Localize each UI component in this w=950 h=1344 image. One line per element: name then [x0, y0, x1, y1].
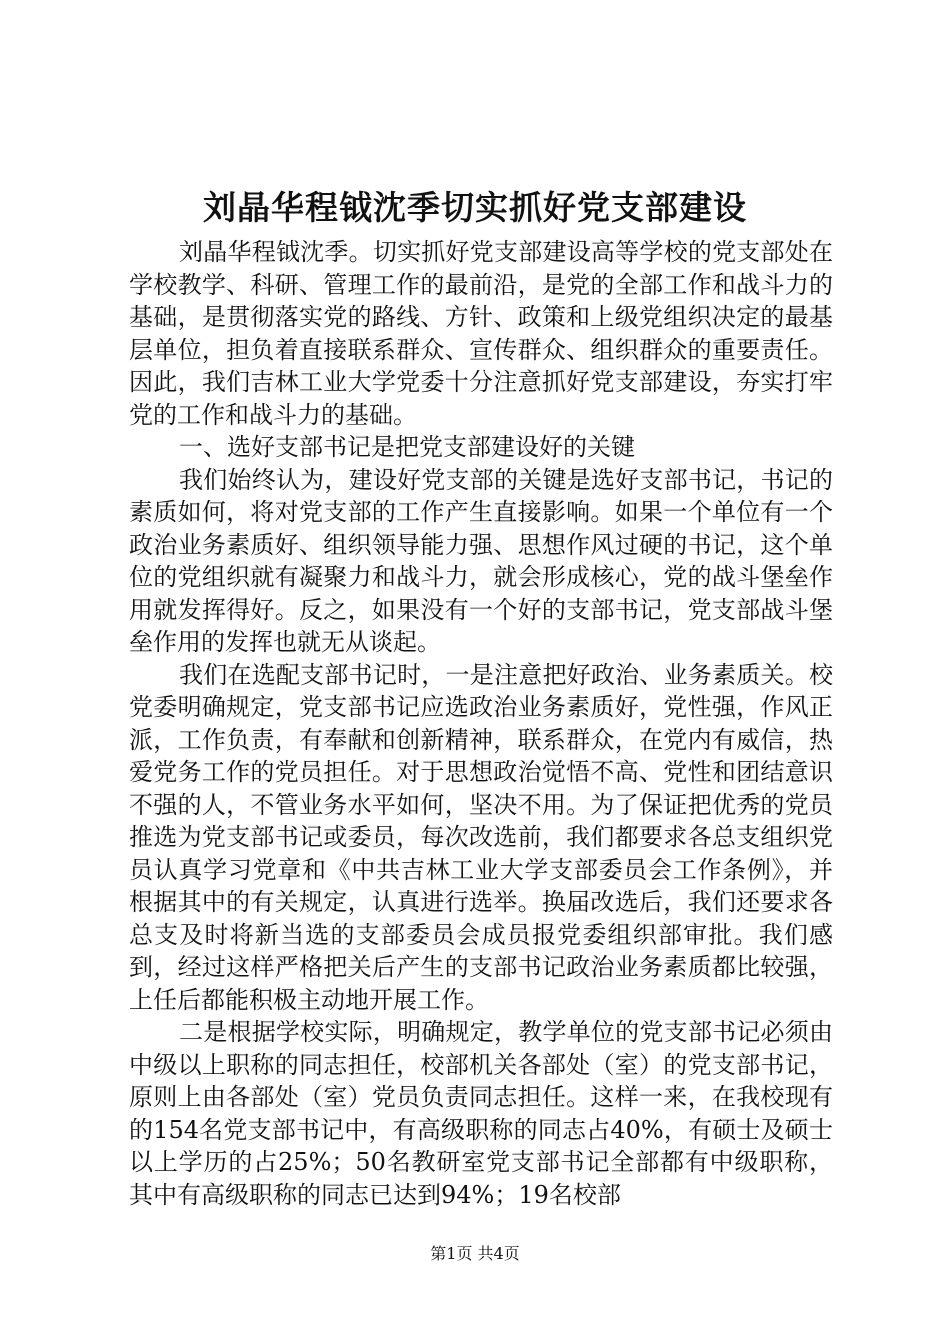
document-title: 刘晶华程钺沈季切实抓好党支部建设 — [203, 188, 747, 227]
section-heading-1: 一、选好支部书记是把党支部建设好的关键 — [179, 433, 635, 461]
document-body — [129, 236, 833, 1211]
paragraph-intro: 刘晶华程钺沈季。切实抓好党支部建设高等学校的党支部处在学校教学、科研、管理工作的最前沿，是党的全部工作和战斗力的基础，是贯彻落实党的路线、方针、政策和上级党组织决定的最基层单位，担负着直接联系群众、宣传群众、组织群众的重要责任。因此，我们吉林工业大学党委十分注意抓好党支部建设，夯实打牢党的工作和战斗力的基础。 — [129, 238, 833, 429]
paragraph-key-role: 我们始终认为，建设好党支部的关键是选好支部书记，书记的素质如何，将对党支部的工作产生直接影响。如果一个单位有一个政治业务素质好、组织领导能力强、思想作风过硬的书记，这个单位的党组织就有凝聚力和战斗力，就会形成核心，党的战斗堡垒作用就发挥得好。反之，如果没有一个好的支部书记，党支部战斗堡垒作用的发挥也就无从谈起。 — [129, 465, 833, 656]
page-footer: 第1页 共4页 — [430, 1244, 520, 1263]
paragraph-selection-1: 我们在选配支部书记时，一是注意把好政治、业务素质关。校党委明确规定，党支部书记应选政治业务素质好，党性强，作风正派，工作负责，有奉献和创新精神，联系群众，在党内有威信，热爱党务工作的党员担任。对于思想政治觉悟不高、党性和团结意识不强的人，不管业务水平如何，坚决不用。为了保证把优秀的党员推选为党支部书记或委员，每次改选前，我们都要求各总支组织党员认真学习党章和《中共吉林工业大学支部委员会工作条例》，并根据其中的有关规定，认真进行选举。换届改选后，我们还要求各总支及时将新当选的支部委员会成员报党委组织部审批。我们感到，经过这样严格把关后产生的支部书记政治业务素质都比较强，上任后都能积极主动地开展工作。 — [129, 660, 833, 1014]
paragraph-selection-2: 二是根据学校实际，明确规定，教学单位的党支部书记必须由中级以上职称的同志担任，校部机关各部处（室）的党支部书记，原则上由各部处（室）党员负责同志担任。这样一来，在我校现有的154名党支部书记中，有高级职称的同志占40%，有硕士及硕士以上学历的占25%；50名教研室党支部书记全部都有中级职称，其中有高级职称的同志已达到94%；19名校部 — [129, 1018, 833, 1209]
